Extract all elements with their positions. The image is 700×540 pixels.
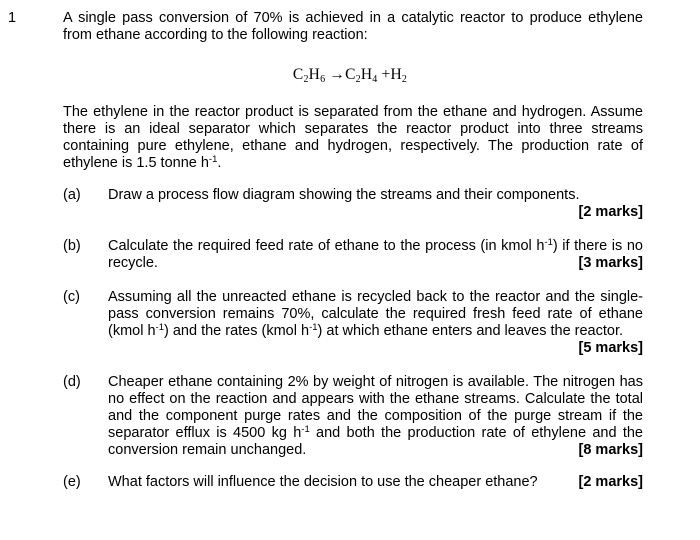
marks-label: [2 marks] <box>578 204 643 220</box>
marks-label: [2 marks] <box>578 474 643 490</box>
part-text: Cheaper ethane containing 2% by weight of nitrogen is available. The nitrogen has no effect on the reaction and appears with the ethane streams. Calculate the total and the component purge rates and the composition of the purge stream if the separator efflux is 4500 kg $h^{-1}$ and both the production rate of ethylene and the conversion remain unchanged. <box>108 374 643 458</box>
part-text: What factors will influence the decision to use the cheaper ethane? <box>108 474 538 490</box>
reaction-equation: $C_2H_6 \to C_2H_4 +H_2$ <box>292 66 408 85</box>
part-d <box>63 374 643 459</box>
part-label: (b) <box>63 238 81 254</box>
marks-label: [3 marks] <box>578 255 643 271</box>
part-label: (c) <box>63 289 80 305</box>
part-label: (d) <box>63 374 81 390</box>
question-context: The ethylene in the reactor product is separated from the ethane and hydrogen. Assume there is an ideal separator which separates the reactor product into three streams containing pure ethylene, ethane and hydrogen, respectively. The production rate of ethylene is 1.5 tonne $h^{-1}$. <box>63 104 643 171</box>
part-text: Assuming all the unreacted ethane is recycled back to the reactor and the single-pass conversion remains 70%, calculate the required fresh feed rate of ethane (kmol $h^{-1}$) and the rates (kmol $h^{-1}$) at which ethane enters and leaves the reactor. <box>108 289 643 339</box>
part-b <box>63 238 643 272</box>
marks-label: [8 marks] <box>578 442 643 458</box>
part-c <box>63 289 643 357</box>
part-e <box>63 474 643 491</box>
part-a <box>63 187 643 221</box>
part-text: Draw a process flow diagram showing the streams and their components. <box>108 187 580 203</box>
part-label: (e) <box>63 474 81 490</box>
part-label: (a) <box>63 187 81 203</box>
question-number: 1 <box>8 10 17 26</box>
marks-label: [5 marks] <box>578 340 643 356</box>
question-intro: A single pass conversion of 70% is achieved in a catalytic reactor to produce ethylene from ethane according to the following reaction: <box>63 10 643 43</box>
reaction-arrow: → <box>329 66 346 83</box>
part-text: Calculate the required feed rate of ethane to the process (in kmol $h^{-1}$) if there is no recycle. <box>108 237 643 271</box>
